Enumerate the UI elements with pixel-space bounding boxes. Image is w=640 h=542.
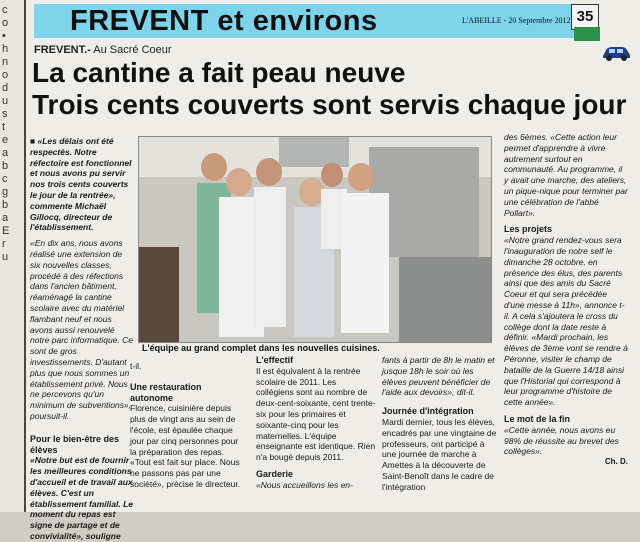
adjacent-page: [0, 0, 24, 512]
newspaper-page: [26, 0, 640, 541]
page-number: 35: [571, 4, 599, 30]
subheading-mot-de-la-fin: Le mot de la fin: [504, 413, 571, 424]
subheading-garderie: Garderie: [256, 468, 294, 479]
headline: La cantine a fait peau neuve: [32, 57, 406, 88]
integration-continued: des 6èmes. «Cette action leur permet d'apprendre à vivre autrement surtout en communauté. Au programme, il y avait une marche, des ateliers, un pique-nique pour terminer par une célébration de l'abbé Pollart».: [504, 132, 628, 218]
car-icon: [600, 44, 632, 62]
subheadline: Trois cents couverts sont servis chaque jour: [32, 89, 627, 120]
author-signature: Ch. D.: [604, 457, 628, 467]
garderie-continued: fants à partir de 8h le matin et jusque 18h le soir où les élèves peuvent bénéficier de l'aide aux devoirs», dit-il.: [382, 355, 495, 398]
adjacent-page-strip: [0, 0, 26, 512]
column-2: [130, 361, 244, 490]
kitchen-staff-photo: [139, 137, 491, 342]
column-1: [30, 136, 134, 542]
subheading-effectif: L'effectif: [256, 355, 294, 365]
garderie-paragraph: «Nous accueillons les en-: [256, 479, 353, 490]
photo-caption: L'équipe au grand complet dans les nouvelles cuisines.: [142, 343, 380, 353]
final-paragraph: «Cette année, nous avons eu 98% de réussite au brevet des collèges».: [504, 424, 619, 457]
section-header: [34, 4, 594, 38]
subheading-integration: Journée d'intégration: [382, 406, 474, 417]
restauration-paragraph: Florence, cuisinière depuis plus de vingt ans au sein de l'école, est épaulée chaque jour par cinq personnes pour la préparation des repas. «Tout est fait sur place. Nous ne passons pas par une société», précise le directeur.: [130, 403, 241, 489]
intro-paragraph: ■ «Les délais ont été respectés. Notre réfectoire est fonctionnel et nous avons pu servir nos trois cents couverts le jour de la rentrée», commente Michaël Gillocq, directeur de l'établissement.: [30, 136, 132, 233]
subheading-restauration: Une restauration autonome: [130, 381, 202, 403]
column-4: [382, 355, 500, 493]
article-dateline: [34, 44, 172, 56]
projets-paragraph: «Notre grand rendez-vous sera l'inauguration de notre self le dimanche 28 octobre, en présence des élus, des parents ainsi que des amis du Sacré Coeur et qui sera précédée d'une messe à 11h», annonce t-il. A cela s'ajoutera le cross du collège dont la date reste à définir. «Mardi prochain, les élèves de 3ème vont se rendre à Péronne, visiter le champ de bataille de la Guerre 14/18 ainsi que l'Historial qui correspond à leur programme d'histoire de cette année».: [504, 235, 628, 408]
adjacent-page-text: c o • h n o d u s t e a b c g b a E r u: [2, 4, 10, 263]
subheading-bien-etre: Pour le bien-être des élèves: [30, 433, 120, 455]
section-tab: [574, 27, 600, 41]
effectif-paragraph: Il est équivalent à la rentrée scolaire de 2011. Les collégiens sont au nombre de deux-cent-soixante, cent trente-six pour les primaires et soixante-cinq pour les maternelles. L'équipe enseignante est identique. Rien n'a bougé depuis 2011.: [256, 365, 376, 463]
article-photo: [138, 136, 492, 343]
subheading-projets: Les projets: [504, 224, 553, 235]
dateline-place: Au Sacré Coeur: [90, 44, 172, 56]
issue-date: L'ABEILLE - 20 Septembre 2012: [462, 16, 571, 25]
section-title: FREVENT et environs: [70, 5, 378, 37]
column-5: [504, 132, 628, 468]
integration-paragraph: Mardi dernier, tous les élèves, encadrés par une vingtaine de professeurs, ont participé à une journée de marche à Amettes à la découverte de Saint-Benoît dans le cadre de l'intégration: [382, 416, 497, 492]
dateline-town: FREVENT.-: [34, 44, 91, 56]
quote-paragraph: «En dix ans, nous avons réalisé une extension de six nouvelles classes, procédé à des réfections dans l'ancien bâtiment, réaménagé la cantine scolaire avec du matériel flambant neuf et nous avons aussi renouvelé notre parc informatique. Ce sont de gros investissements. D'autant plus que nous sommes un établissement privé. Nous ne percevons qu'un minimum de subventions», poursuit-il.: [30, 238, 133, 421]
closing-paragraph: «Notre but est de fournir les meilleures conditions d'accueil et de travail aux élèves. C'est un établissement familial. Le moment du repas est signe de partage et de convivialité», souligne: [30, 455, 133, 541]
column-3: [256, 355, 376, 491]
column-2-start: t-il.: [130, 361, 142, 371]
